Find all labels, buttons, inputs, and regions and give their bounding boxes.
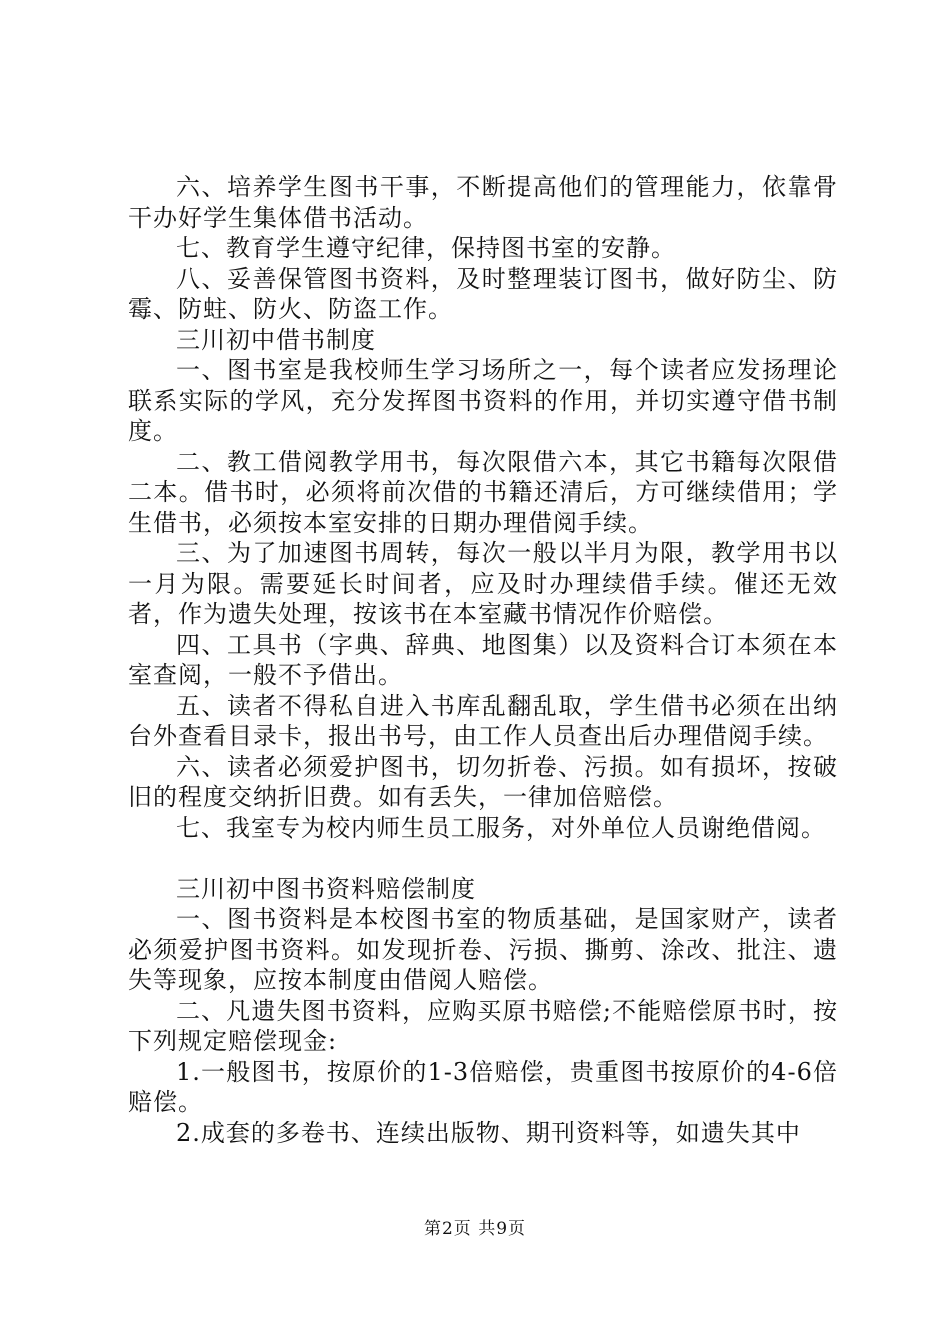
paragraph-rule-6-cultivate: 六、培养学生图书干事，不断提高他们的管理能力，依靠骨干办好学生集体借书活动。 [128,173,838,232]
paragraph-borrow-rule-3: 三、为了加速图书周转，每次一般以半月为限，教学用书以一月为限。需要延长时间者，应及时办理续借手续。催还无效者，作为遗失处理，按该书在本室藏书情况作价赔偿。 [128,539,838,628]
paragraph-borrow-rule-6: 六、读者必须爱护图书，切勿折卷、污损。如有损坏，按破旧的程度交纳折旧费。如有丢失，一律加倍赔偿。 [128,752,838,811]
paragraph-borrow-rule-1: 一、图书室是我校师生学习场所之一，每个读者应发扬理论联系实际的学风，充分发挥图书资料的作用，并切实遵守借书制度。 [128,356,838,445]
paragraph-rule-8-preserve: 八、妥善保管图书资料，及时整理装订图书，做好防尘、防霉、防蛀、防火、防盗工作。 [128,264,838,323]
paragraph-comp-rule-2-item-2: 2.成套的多卷书、连续出版物、期刊资料等，如遗失其中 [176,1118,801,1147]
paragraph-comp-rule-2: 二、凡遗失图书资料，应购买原书赔偿;不能赔偿原书时，按下列规定赔偿现金: [128,996,838,1055]
document-body [128,172,838,1148]
paragraph-comp-rule-1: 一、图书资料是本校图书室的物质基础，是国家财产，读者必须爱护图书资料。如发现折卷、污损、撕剪、涂改、批注、遗失等现象，应按本制度由借阅人赔偿。 [128,905,838,994]
paragraph-comp-rule-2-item-1: 1.一般图书，按原价的1-3倍赔偿，贵重图书按原价的4-6倍赔偿。 [128,1057,838,1116]
section-spacer [128,843,838,874]
section-heading-compensation-rules: 三川初中图书资料赔偿制度 [176,874,476,903]
paragraph-borrow-rule-2: 二、教工借阅教学用书，每次限借六本，其它书籍每次限借二本。借书时，必须将前次借的书籍还清后，方可继续借用；学生借书，必须按本室安排的日期办理借阅手续。 [128,447,838,537]
page-number-footer: 第2页 共9页 [423,1219,527,1239]
paragraph-borrow-rule-5: 五、读者不得私自进入书库乱翻乱取，学生借书必须在出纳台外查看目录卡，报出书号，由工作人员查出后办理借阅手续。 [128,691,838,750]
paragraph-rule-7-discipline: 七、教育学生遵守纪律，保持图书室的安静。 [176,234,676,262]
section-heading-borrowing-rules: 三川初中借书制度 [176,325,376,354]
paragraph-borrow-rule-4: 四、工具书（字典、辞典、地图集）以及资料合订本须在本室查阅，一般不予借出。 [128,630,838,689]
paragraph-borrow-rule-7: 七、我室专为校内师生员工服务，对外单位人员谢绝借阅。 [176,813,826,842]
